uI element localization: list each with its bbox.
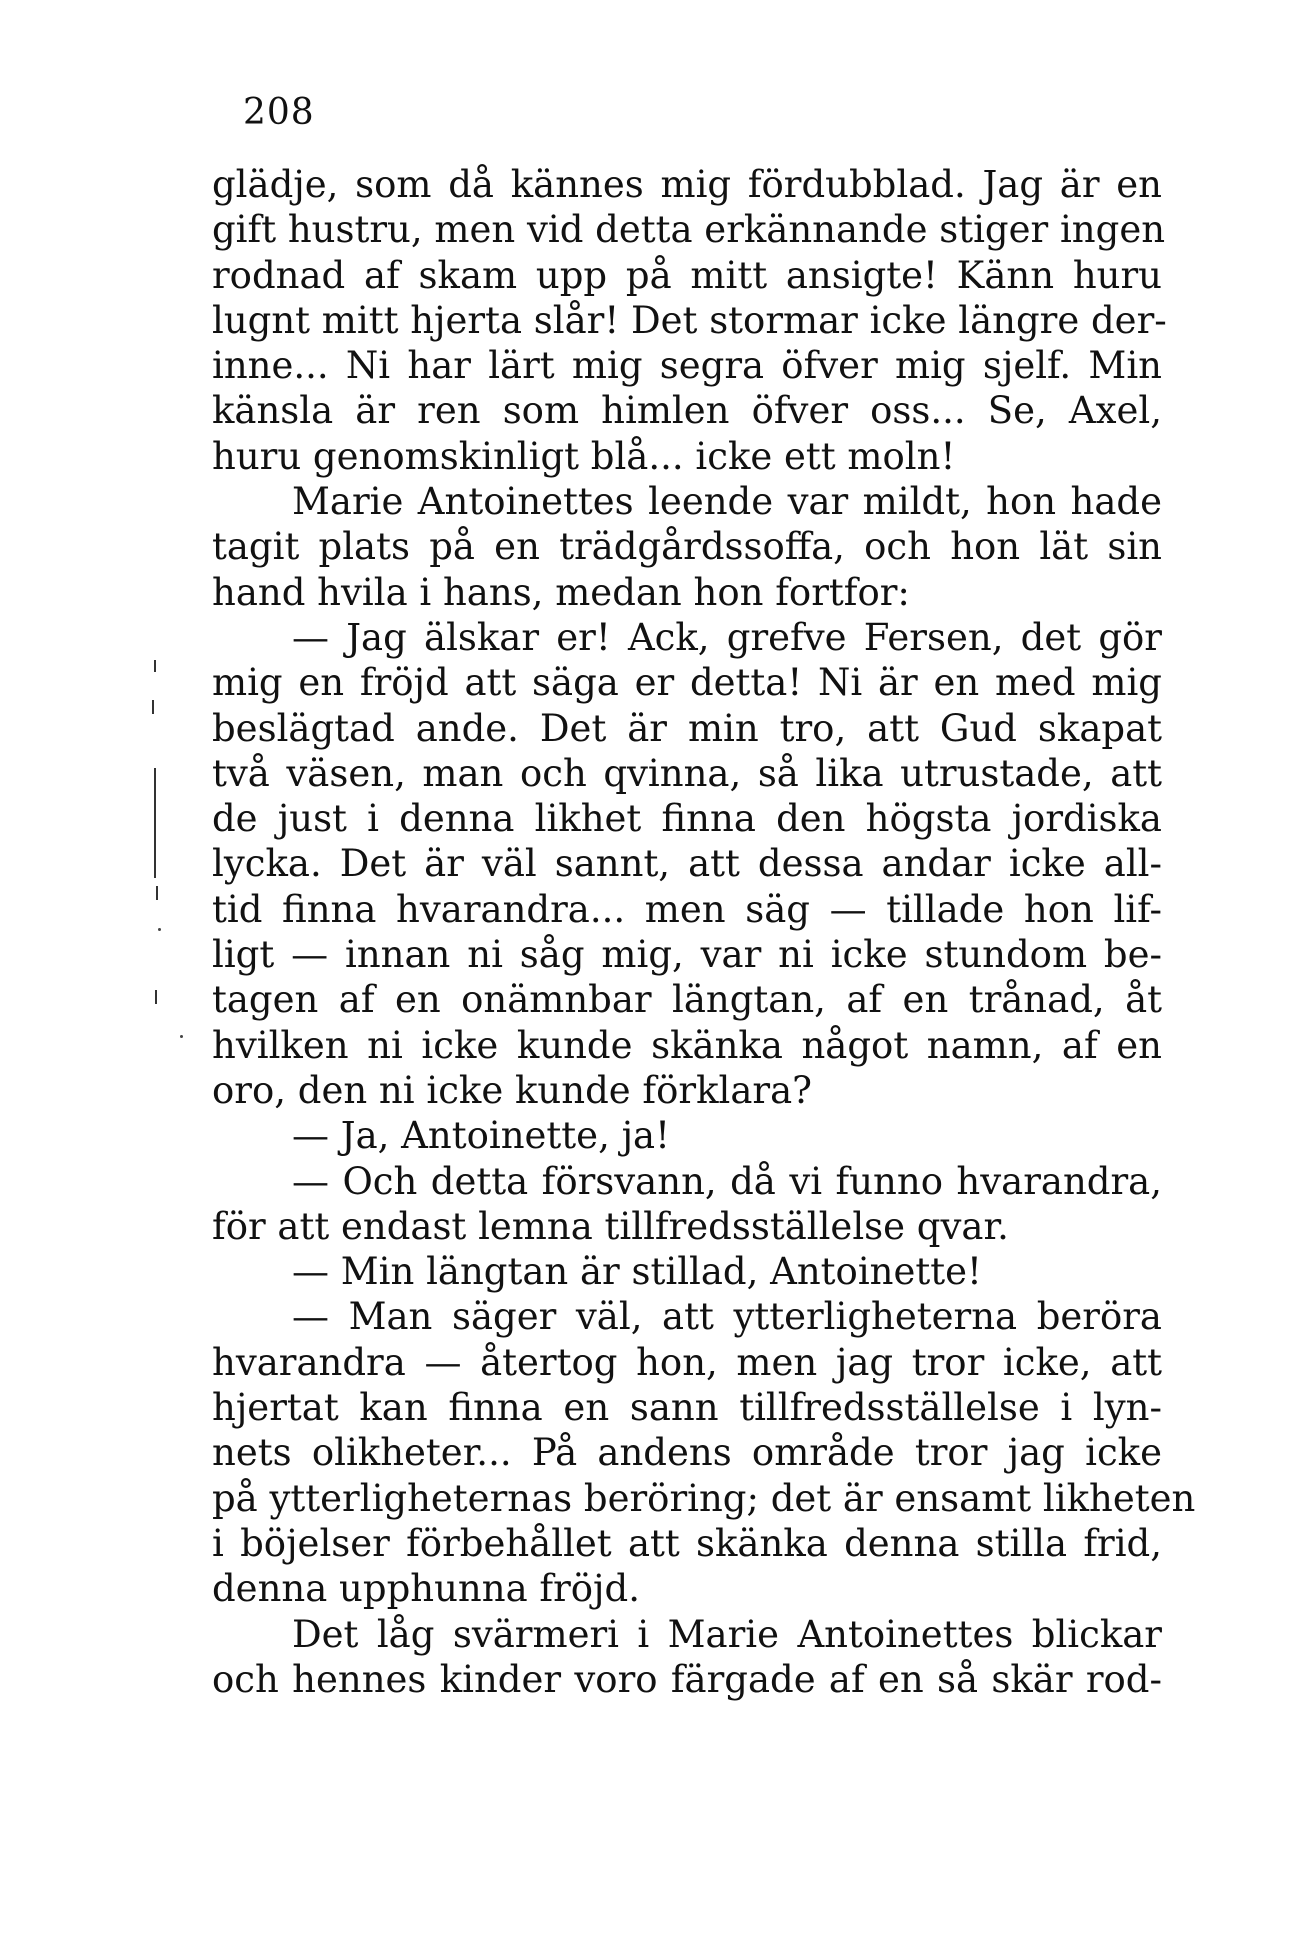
text-line: tagen af en onämnbar längtan, af en trånad, åt: [212, 978, 1162, 1022]
page-number: 208: [243, 92, 315, 133]
text-line: — Ja, Antoinette, ja!: [292, 1114, 670, 1158]
text-line: för att endast lemna tillfredsställelse qvar.: [212, 1204, 1009, 1248]
text-line: och hennes kinder voro färgade af en så skär rod-: [212, 1657, 1162, 1701]
text-line: oro, den ni icke kunde förklara?: [212, 1068, 812, 1112]
text-line: gift hustru, men vid detta erkännande stiger ingen: [212, 208, 1166, 252]
text-line: denna upphunna fröjd.: [212, 1567, 640, 1611]
text-line: — Min längtan är stillad, Antoinette!: [292, 1250, 982, 1294]
text-line: lycka. Det är väl sannt, att dessa andar icke all-: [212, 842, 1162, 886]
text-line: nets olikheter... På andens område tror jag icke: [212, 1431, 1162, 1475]
text-line: beslägtad ande. Det är min tro, att Gud skapat: [212, 706, 1162, 750]
text-line: lugnt mitt hjerta slår! Det stormar icke längre der-: [212, 298, 1167, 342]
text-line: hvarandra — återtog hon, men jag tror icke, att: [212, 1340, 1162, 1384]
text-line: mig en fröjd att säga er detta! Ni är en med mig: [212, 661, 1162, 705]
text-line: två väsen, man och qvinna, så lika utrustade, att: [212, 751, 1162, 795]
text-line: rodnad af skam upp på mitt ansigte! Känn huru: [212, 253, 1162, 297]
text-line: — Man säger väl, att ytterligheterna beröra: [292, 1295, 1162, 1339]
text-line: i böjelser förbehållet att skänka denna stilla frid,: [212, 1521, 1162, 1565]
text-line: Det låg svärmeri i Marie Antoinettes blickar: [292, 1612, 1162, 1656]
text-line: de just i denna likhet finna den högsta jordiska: [212, 797, 1162, 841]
text-line: hjertat kan finna en sann tillfredsställelse i lyn-: [212, 1386, 1162, 1430]
text-line: glädje, som då kännes mig fördubblad. Jag är en: [212, 163, 1162, 206]
text-line: huru genomskinligt blå... icke ett moln!: [212, 434, 956, 478]
body-text: [212, 162, 1196, 1702]
text-line: — Och detta försvann, då vi funno hvarandra,: [292, 1159, 1162, 1203]
text-line: hand hvila i hans, medan hon fortfor:: [212, 570, 910, 614]
text-line: hvilken ni icke kunde skänka något namn, af en: [212, 1023, 1162, 1067]
text-line: ligt — innan ni såg mig, var ni icke stundom be-: [212, 933, 1162, 977]
text-line: Marie Antoinettes leende var mildt, hon hade: [292, 480, 1162, 524]
text-line: tagit plats på en trädgårdssoffa, och hon lät sin: [212, 525, 1162, 569]
text-line: på ytterligheternas beröring; det är ensamt likheten: [212, 1476, 1196, 1520]
text-line: tid finna hvarandra... men säg — tillade hon lif-: [212, 887, 1162, 931]
text-line: känsla är ren som himlen öfver oss... Se, Axel,: [212, 389, 1162, 433]
margin-marks: [150, 660, 180, 1060]
text-line: inne... Ni har lärt mig segra öfver mig sjelf. Min: [212, 344, 1162, 388]
text-line: — Jag älskar er! Ack, grefve Fersen, det gör: [292, 615, 1162, 659]
